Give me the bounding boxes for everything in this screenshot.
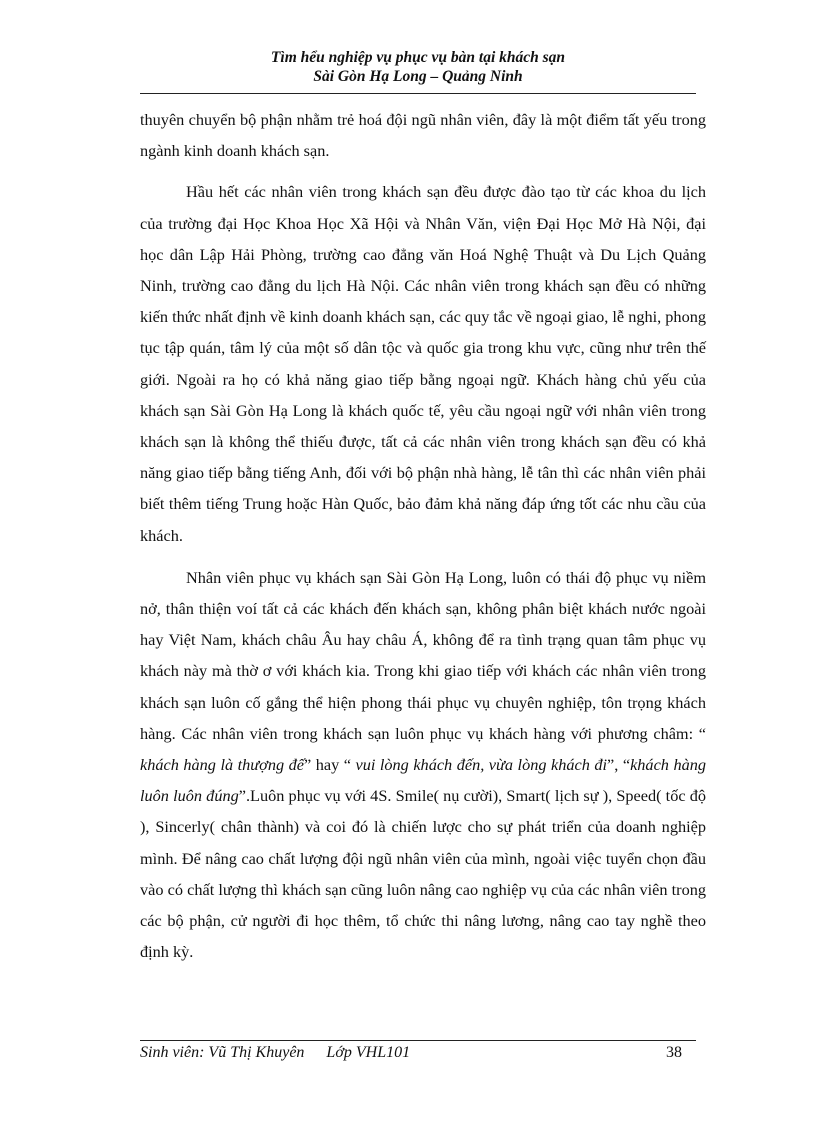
header-title-line1: Tìm hểu nghiệp vụ phục vụ bàn tại khách sạn: [270, 49, 566, 66]
header-divider: [140, 93, 696, 94]
footer-class: Lớp VHL101: [326, 1044, 411, 1061]
paragraph-text: ”.Luôn phục vụ với 4S. Smile( nụ cười), Smart( lịch sự ), Speed( tốc độ ), Sincerly( chân thành) và coi đó là chiến lược cho sự phát triển của doanh nghiệp mình. Để nâng cao chất lượng đội ngũ nhân viên của mình, ngoài việc tuyển chọn đầu vào có chất lượng thì khách sạn cũng luôn nâng cao nghiệp vụ của các nhân viên trong các bộ phận, cử người đi học thêm, tổ chức thi nâng lương, nâng cao tay nghề theo định kỳ.: [140, 786, 706, 962]
paragraph-text: Nhân viên phục vụ khách sạn Sài Gòn Hạ Long, luôn có thái độ phục vụ niềm nở, thân thiện voí tất cả các khách đến khách sạn, không phân biệt khách nước ngoài hay Việt Nam, khách châu Âu hay châu Á, không để ra tình trạng quan tâm phục vụ khách này mà thờ ơ với khách kia. Trong khi giao tiếp với khách các nhân viên trong khách sạn luôn cố gắng thể hiện phong thái phục vụ chuyên nghiệp, tôn trọng khách hàng. Các nhân viên trong khách sạn luôn phục vụ khách hàng với phương châm: “: [140, 567, 706, 743]
footer-divider: [140, 1040, 696, 1041]
paragraph-continued: thuyên chuyển bộ phận nhằm trẻ hoá đội ngũ nhân viên, đây là một điểm tất yếu trong ngành kinh doanh khách sạn.: [140, 110, 706, 161]
header-title-line2: Sài Gòn Hạ Long – Quảng Ninh: [313, 68, 523, 85]
running-header: [140, 48, 696, 86]
page-body: [140, 104, 706, 967]
page-number: 38: [666, 1044, 682, 1061]
paragraph-service-attitude: [140, 562, 706, 968]
paragraph-text: ”, “: [607, 755, 631, 775]
motto-quote: khách hàng là thượng đế: [140, 755, 304, 775]
paragraph-spacer: [140, 166, 706, 176]
paragraph-staff-training: Hầu hết các nhân viên trong khách sạn đều được đào tạo từ các khoa du lịch của trường đại Học Khoa Học Xã Hội và Nhân Văn, viện Đại Học Mở Hà Nội, đại học dân Lập Hải Phòng, trường cao đẳng văn Hoá Nghệ Thuật và Du Lịch Quảng Ninh, trường cao đẳng du lịch Hà Nội. Các nhân viên trong khách sạn đều có những kiến thức nhất định về kinh doanh khách sạn, các quy tắc về ngoại giao, lễ nghi, phong tục tập quán, tâm lý của một số dân tộc và quốc gia trong khu vực, cũng như trên thế giới. Ngoài ra họ có khả năng giao tiếp bằng ngoại ngữ. Khách hàng chủ yếu của khách sạn Sài Gòn Hạ Long là khách quốc tế, yêu cầu ngoại ngữ với nhân viên trong khách sạn là không thể thiếu được, tất cả các nhân viên trong khách sạn đều có khả năng giao tiếp bằng tiếng Anh, đối với bộ phận nhà hàng, lễ tân thì các nhân viên phải biết thêm tiếng Trung hoặc Hàn Quốc, bảo đảm khả năng đáp ứng tốt các nhu cầu của khách.: [140, 182, 706, 545]
page-footer: [140, 1043, 696, 1063]
motto-quote: vui lòng khách đến, vừa lòng khách đi: [355, 755, 608, 775]
paragraph-text: ” hay “: [304, 755, 356, 775]
paragraph-spacer: [140, 551, 706, 562]
footer-student-name: Sinh viên: Vũ Thị Khuyên: [140, 1044, 305, 1061]
motto-quote: khách hàng luôn luôn đúng: [140, 755, 707, 806]
